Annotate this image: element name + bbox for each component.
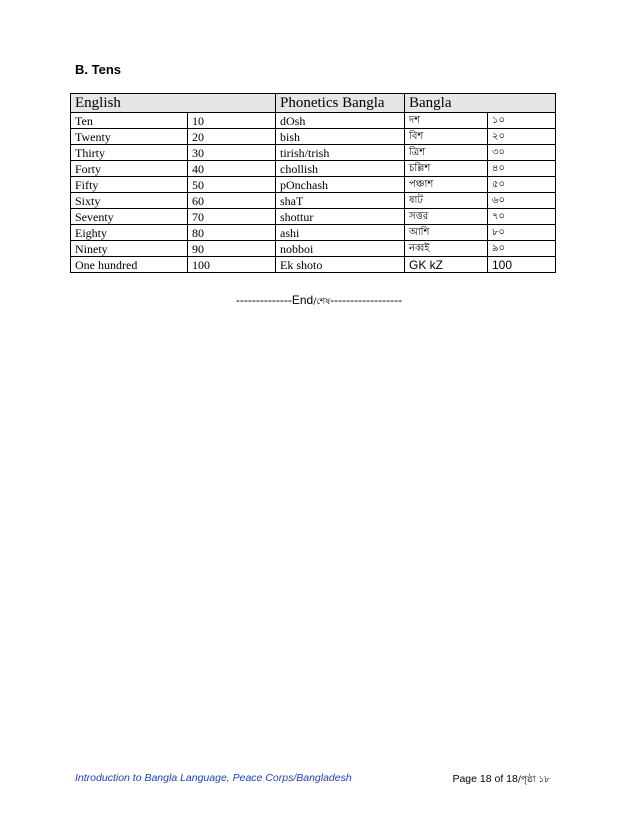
table-row	[71, 241, 556, 257]
header-english: English	[71, 94, 276, 113]
phonetics-cell: ashi	[276, 225, 405, 241]
header-phonetics: Phonetics Bangla	[276, 94, 405, 113]
bangla-word-cell: ত্রিশ	[405, 145, 488, 161]
number-cell: 10	[188, 113, 276, 129]
phonetics-cell: bish	[276, 129, 405, 145]
phonetics-cell: nobboi	[276, 241, 405, 257]
bangla-numeral-cell: ৩০	[488, 145, 556, 161]
english-cell: Ten	[71, 113, 188, 129]
number-cell: 100	[188, 257, 276, 273]
number-cell: 80	[188, 225, 276, 241]
bangla-word-cell: পঞ্চাশ	[405, 177, 488, 193]
end-marker	[0, 293, 638, 309]
bangla-numeral-cell: ১০	[488, 113, 556, 129]
number-cell: 40	[188, 161, 276, 177]
page-number-bangla: /পৃষ্ঠা ১৮	[517, 775, 550, 785]
bangla-word-cell: ষাট	[405, 193, 488, 209]
phonetics-cell: dOsh	[276, 113, 405, 129]
english-cell: One hundred	[71, 257, 188, 273]
end-text: End	[291, 293, 314, 307]
bangla-word-cell: চল্লিশ	[405, 161, 488, 177]
table-header-row	[71, 94, 556, 113]
bangla-numeral-cell: ৬০	[488, 193, 556, 209]
bangla-word-cell: GK kZ	[405, 257, 488, 273]
english-cell: Forty	[71, 161, 188, 177]
bangla-numeral-cell: 100	[488, 257, 556, 273]
bangla-numeral-cell: ৭০	[488, 209, 556, 225]
bangla-numeral-cell: ২০	[488, 129, 556, 145]
bangla-word-cell: সত্তর	[405, 209, 488, 225]
bangla-word-cell: দশ	[405, 113, 488, 129]
table-row	[71, 225, 556, 241]
table-row	[71, 129, 556, 145]
english-cell: Twenty	[71, 129, 188, 145]
bangla-numeral-cell: ৫০	[488, 177, 556, 193]
english-cell: Eighty	[71, 225, 188, 241]
english-cell: Seventy	[71, 209, 188, 225]
number-cell: 20	[188, 129, 276, 145]
english-cell: Sixty	[71, 193, 188, 209]
english-cell: Thirty	[71, 145, 188, 161]
section-title: B. Tens	[75, 62, 121, 77]
table-row	[71, 257, 556, 273]
bangla-word-cell: নব্বই	[405, 241, 488, 257]
english-cell: Fifty	[71, 177, 188, 193]
table-row	[71, 209, 556, 225]
english-cell: Ninety	[71, 241, 188, 257]
footer-course-title: Introduction to Bangla Language, Peace Corps/Bangladesh	[75, 772, 352, 784]
bangla-numeral-cell: ৪০	[488, 161, 556, 177]
bangla-word-cell: আশি	[405, 225, 488, 241]
number-cell: 70	[188, 209, 276, 225]
footer-page-number	[452, 772, 550, 787]
number-cell: 60	[188, 193, 276, 209]
bangla-numeral-cell: ৯০	[488, 241, 556, 257]
bangla-numeral-cell: ৮০	[488, 225, 556, 241]
phonetics-cell: Ek shoto	[276, 257, 405, 273]
header-bangla: Bangla	[405, 94, 556, 113]
table-row	[71, 113, 556, 129]
number-cell: 30	[188, 145, 276, 161]
tens-table	[70, 93, 556, 273]
end-dashes-right: ------------------	[330, 293, 403, 307]
phonetics-cell: tirish/trish	[276, 145, 405, 161]
phonetics-cell: shaT	[276, 193, 405, 209]
bangla-word-cell: বিশ	[405, 129, 488, 145]
table-row	[71, 145, 556, 161]
number-cell: 50	[188, 177, 276, 193]
table-row	[71, 161, 556, 177]
phonetics-cell: shottur	[276, 209, 405, 225]
end-dashes-left: --------------	[235, 293, 292, 307]
table-row	[71, 177, 556, 193]
number-cell: 90	[188, 241, 276, 257]
phonetics-cell: pOnchash	[276, 177, 405, 193]
phonetics-cell: chollish	[276, 161, 405, 177]
end-text-bangla: /শেষ	[313, 297, 331, 307]
page-number-text: Page 18 of 18	[452, 773, 518, 785]
table-row	[71, 193, 556, 209]
